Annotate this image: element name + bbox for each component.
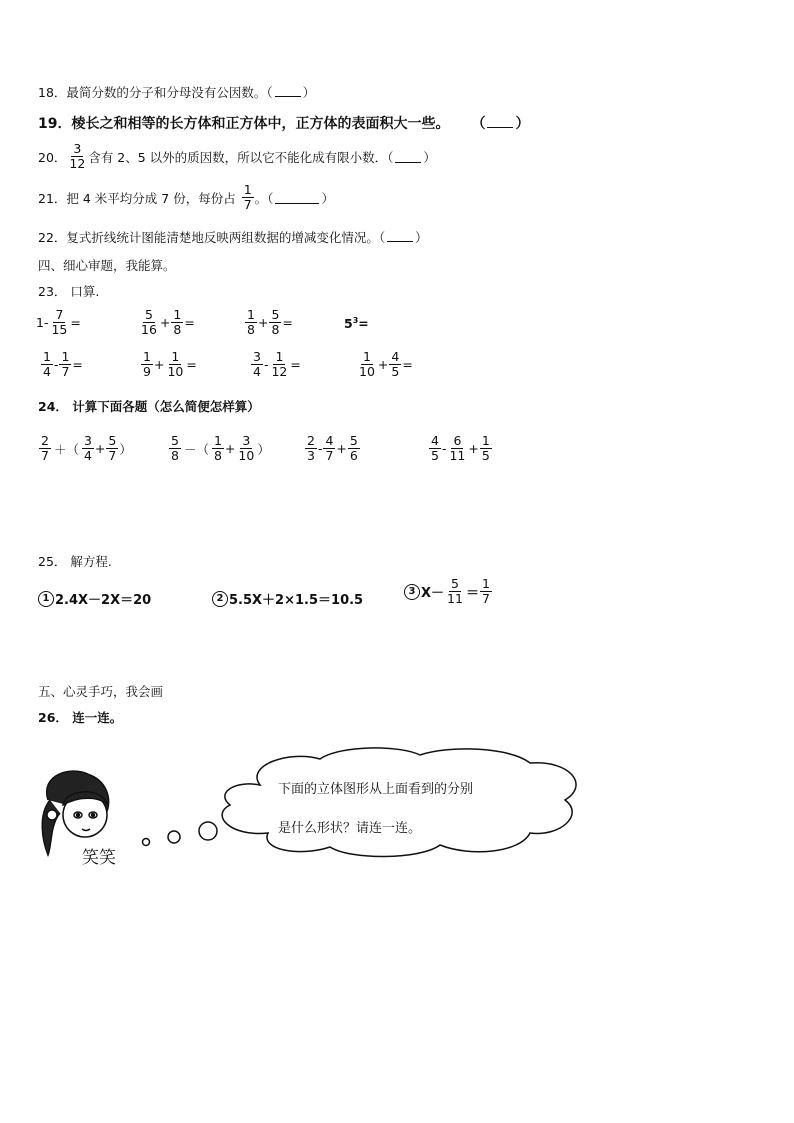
question-number: 22． bbox=[38, 230, 67, 245]
question-20 bbox=[38, 142, 436, 171]
answer-blank[interactable] bbox=[387, 229, 413, 242]
question-24-title: 24． 计算下面各题（怎么简便怎样算） bbox=[38, 399, 260, 414]
calc-expression-1: $\frac{2}{7}$ ＋（ $\frac{3}{4}$ + $\frac{5}{7}$ ） bbox=[41, 433, 132, 463]
girl-thought-illustration bbox=[30, 745, 590, 880]
question-text: 。（ bbox=[254, 190, 274, 206]
mental-calc-6: $\frac{1}{9}$ + $\frac{1}{10}$ = bbox=[143, 349, 197, 379]
equation-3: 3 X－ $\frac{5}{11}$ ＝ $\frac{1}{7}$ bbox=[404, 577, 493, 606]
mental-calc-2: $\frac{5}{16}$ + $\frac{1}{8}$ = bbox=[141, 307, 195, 337]
equation-text: X－ bbox=[421, 586, 445, 601]
equation-2 bbox=[212, 589, 363, 608]
paren-close: ） bbox=[302, 85, 316, 100]
answer-blank[interactable] bbox=[275, 84, 301, 97]
paren-close: ） bbox=[415, 230, 428, 245]
answer-blank[interactable] bbox=[275, 191, 319, 204]
mental-calc-1: 1- $\frac{7}{15}$ = bbox=[36, 307, 81, 337]
question-text: 把 4 米平均分成 7 份，每份占 bbox=[66, 190, 236, 206]
paren-close: ） bbox=[515, 116, 530, 132]
question-19 bbox=[38, 115, 529, 132]
calc-expression-3: $\frac{2}{3}$ - $\frac{4}{7}$ + $\frac{5}{6}$ bbox=[307, 433, 358, 463]
calc-expression-2: $\frac{5}{8}$ －（ $\frac{1}{8}$ + $\frac{3}{10}$ ） bbox=[171, 433, 270, 463]
fraction: $\frac{3}{12}$ bbox=[69, 141, 86, 171]
paren-close: ） bbox=[321, 190, 334, 206]
circled-number-2: 2 bbox=[212, 591, 228, 607]
circled-number-1: 1 bbox=[38, 591, 54, 607]
question-text: 复式折线统计图能清楚地反映两组数据的增减变化情况。（ bbox=[66, 230, 386, 245]
question-text: 含有 2、5 以外的质因数，所以它不能化成有限小数．（ bbox=[88, 149, 394, 165]
cloud-text-line-2: 是什么形状？请连一连。 bbox=[278, 821, 422, 836]
answer-blank[interactable] bbox=[395, 150, 421, 163]
calc-expression-4: $\frac{4}{5}$ - $\frac{6}{11}$ + $\frac{1}{5}$ bbox=[431, 433, 490, 463]
circled-number-3: 3 bbox=[404, 584, 420, 600]
fraction: $\frac{1}{7}$ bbox=[243, 182, 252, 212]
question-18 bbox=[38, 84, 315, 101]
mental-calc-8: $\frac{1}{10}$ + $\frac{4}{5}$ = bbox=[359, 349, 413, 379]
question-number: 21． bbox=[38, 190, 67, 206]
cloud-text-line-1: 下面的立体图形从上面看到的分别 bbox=[278, 782, 474, 797]
question-21 bbox=[38, 183, 334, 212]
question-23-title: 23． 口算. bbox=[38, 284, 100, 299]
question-number: 18． bbox=[38, 85, 67, 100]
girl-name-label: 笑笑 bbox=[82, 848, 116, 868]
mental-calc-3: $\frac{1}{8}$ + $\frac{5}{8}$ = bbox=[247, 307, 293, 337]
mental-calc-4: $5^3=$ bbox=[344, 316, 369, 332]
question-25-title: 25． 解方程. bbox=[38, 554, 112, 569]
section-4-heading: 四、细心审题，我能算。 bbox=[38, 258, 176, 273]
equation-text: 5.5X＋2×1.5＝10.5 bbox=[229, 593, 364, 608]
question-26-title: 26． 连一连。 bbox=[38, 710, 123, 725]
answer-blank[interactable] bbox=[487, 115, 513, 128]
thought-cloud-shape bbox=[222, 748, 576, 857]
question-22 bbox=[38, 229, 428, 246]
equation-text: 2.4X－2X＝20 bbox=[55, 593, 152, 608]
question-text: 棱长之和相等的长方体和正方体中，正方体的表面积大一些。 bbox=[71, 116, 450, 132]
paren-close: ） bbox=[423, 149, 436, 165]
section-5-heading: 五、心灵手巧，我会画 bbox=[38, 684, 164, 699]
mental-calc-5: $\frac{1}{4}$ - $\frac{1}{7}$ = bbox=[43, 349, 83, 379]
thought-bubble-large bbox=[199, 822, 217, 840]
question-text: 最简分数的分子和分母没有公因数。（ bbox=[66, 85, 273, 100]
equation-1 bbox=[38, 589, 151, 608]
question-number: 19． bbox=[38, 116, 72, 132]
girl-cartoon-icon bbox=[42, 771, 108, 855]
mental-calc-7: $\frac{3}{4}$ - $\frac{1}{12}$ = bbox=[253, 349, 301, 379]
question-number: 20． bbox=[38, 149, 67, 165]
thought-bubble-small bbox=[143, 839, 150, 846]
thought-bubble-medium bbox=[168, 831, 180, 843]
paren-open: （ bbox=[471, 116, 486, 132]
